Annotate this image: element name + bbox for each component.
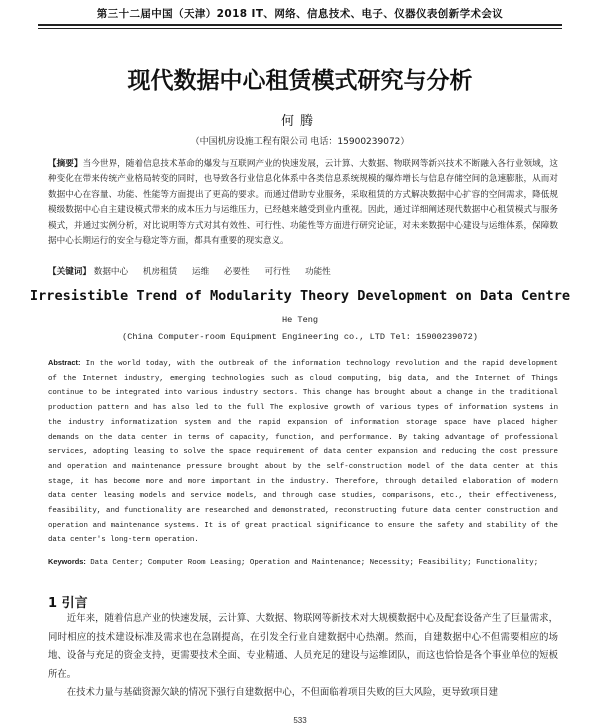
abstract-en-text: In the world today, with the outbreak of the information technology revolution and the rapid development of the Internet industry, emerging technologies such as cloud computing, big data, and the Internet of Things continue to be integrated into various industry sectors. This change has brought about a change in the traditional production pattern and has also led to the full The explosive growth of various types of information systems in the industry informatization system and the rapid expansion of information storage space have placed higher demands on the data center in terms of capacity, function, and performance. By taking advantage of professional services, adopting leasing to solve the space requirement of data center expansion and reducing the cost pressure and operation and maintenance pressure brought about by the self-construction model of the data center at this stage, it has become more and more important in the industry. Therefore, through detailed elaboration of modern data center leasing models and service models, and through case studies, comparisons, etc., their effectiveness, feasibility, and functionality are researched and demonstrated, reconstructing future data center construction and operation and maintenance systems. It is of great practical significance to ensure the safety and stability of the data center's long-term operation. xyxy=(48,360,558,545)
abstract-cn xyxy=(48,157,558,249)
keywords-cn xyxy=(48,265,558,277)
body-paragraph: 近年来，随着信息产业的快速发展，云计算、大数据、物联网等新技术对大规模数据中心及配套设备产生了巨量需求，同时相应的技术建设标准及需求也在急剧提高，在引发全行业自建数据中心热潮。然而，自建数据中心不但需要相应的场地、设备与充足的资金支持，更需要技术全面、专业精通、人员充足的建设与运维团队，而这也恰恰是各个事业单位的短板所在。 xyxy=(48,613,558,680)
keyword-cn: 功能性 xyxy=(304,267,331,277)
keyword-cn: 数据中心 xyxy=(93,267,129,277)
header-rule-thin xyxy=(38,28,562,29)
header-rule-thick xyxy=(38,24,562,26)
keyword-cn: 机房租赁 xyxy=(142,267,178,277)
keywords-en-text: Data Center; Computer Room Leasing; Operation and Maintenance; Necessity; Feasibility; Functionality; xyxy=(90,559,539,567)
paper-title-en: Irresistible Trend of Modularity Theory Development on Data Centre xyxy=(29,288,571,304)
conference-header: 第三十二届中国（天津）2018 IT、网络、信息技术、电子、仪器仪表创新学术会议 xyxy=(96,8,504,20)
affiliation-en: (China Computer-room Equipment Engineering co., LTD Tel: 15900239072) xyxy=(122,332,478,342)
abstract-cn-label: 【摘要】 xyxy=(48,159,83,169)
section-heading-introduction: 1 引言 xyxy=(48,596,88,611)
paper-title-cn: 现代数据中心租赁模式研究与分析 xyxy=(127,68,473,94)
keyword-cn: 必要性 xyxy=(223,267,250,277)
page-number: 533 xyxy=(293,716,307,725)
abstract-en-label: Abstract: xyxy=(48,358,81,367)
abstract-cn-text: 当今世界，随着信息技术革命的爆发与互联网产业的快速发展，云计算、大数据、物联网等新兴技术不断融入各行业领域，这种变化在带来传统产业格局转变的同时，也导致各行业信息化体系中各类信息系统规模的爆炸增长与信息存储空间的急速膨胀，从而对数据中心在容量、功能、性能等方面提出了更高的要求。而通过借助专业服务，采取租赁的方式解决数据中心扩容的空间需求，降低规模级数据中心自主建设模式带来的成本压力与运维压力，已经越来越受到业内重视。因此，通过详细阐述现代数据中心租赁模式与服务模式，并通过实例分析，对比说明等方式对其有效性、可行性、功能性等方面进行研究论证，对未来数据中心建设与运维体系，保障数据中心长期运行的安全与稳定等方面，都具有重要的现实意义。 xyxy=(48,159,558,247)
keywords-en-label: Keywords: xyxy=(48,557,86,566)
keyword-cn: 可行性 xyxy=(264,267,291,277)
section-body-introduction xyxy=(48,610,558,703)
affiliation-cn: （中国机房设施工程有限公司 电话：15900239072） xyxy=(190,137,410,147)
author-name-en: He Teng xyxy=(281,315,319,325)
body-paragraph: 在技术力量与基础资源欠缺的情况下强行自建数据中心，不但面临着项目失败的巨大风险，更导致项目建 xyxy=(66,687,499,698)
author-name-cn: 何腾 xyxy=(280,114,319,129)
keyword-cn: 运维 xyxy=(191,267,210,277)
keywords-en xyxy=(48,557,558,567)
keywords-cn-label: 【关键词】 xyxy=(48,267,91,277)
abstract-en xyxy=(48,356,558,548)
